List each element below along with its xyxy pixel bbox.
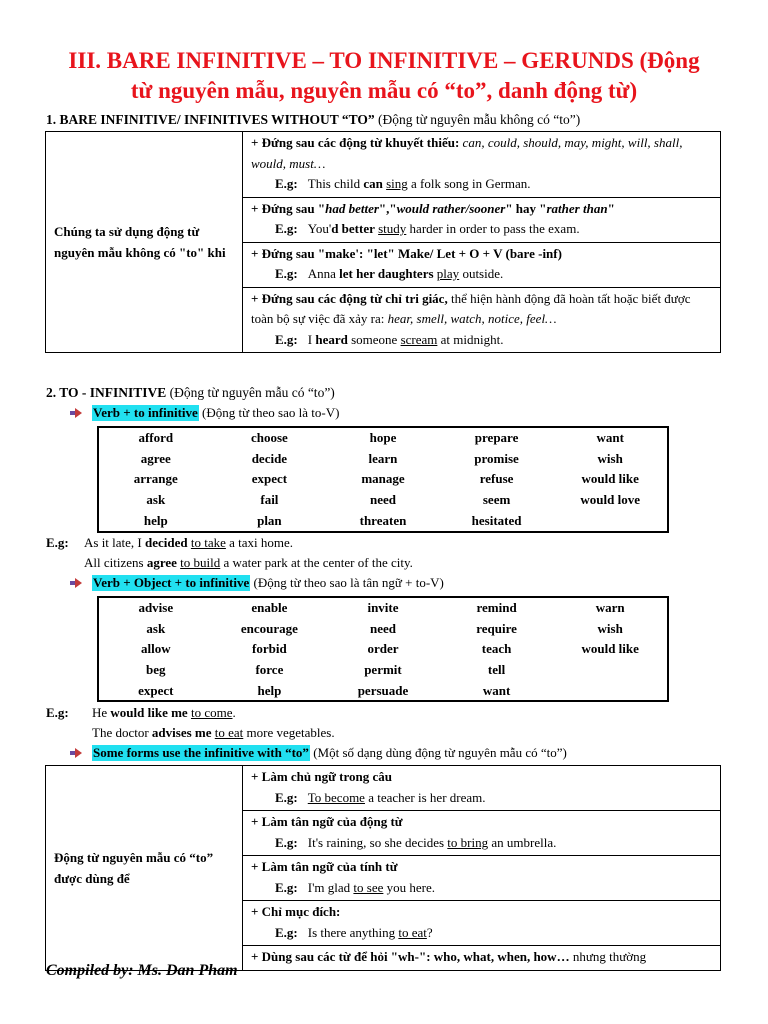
arrow-bullet-icon: [70, 408, 82, 418]
arrow-bullet-icon: [70, 748, 82, 758]
verbs1-row: [99, 510, 667, 531]
verb-cell: persuade: [357, 682, 409, 698]
verb-cell: permit: [364, 662, 402, 678]
verb-cell: help: [257, 682, 282, 698]
verb-cell: need: [369, 492, 396, 508]
verb-cell: warn: [595, 600, 625, 616]
verb-cell: help: [143, 512, 168, 528]
verb-cell: tell: [487, 662, 506, 678]
verb-cell: would like: [581, 471, 639, 487]
bullet-some-forms: Some forms use the infinitive with “to” (Một số dạng dùng động từ nguyên mẫu có “to”): [70, 745, 567, 761]
section2-heading: 2. TO - INFINITIVE (Động từ nguyên mẫu có “to”): [46, 385, 335, 400]
verb-cell: want: [596, 430, 624, 446]
title-line-2: từ nguyên mẫu, nguyên mẫu có “to”, danh động từ): [130, 78, 638, 103]
verb-cell: wish: [597, 620, 623, 636]
verb-cell: manage: [361, 471, 405, 487]
verb-cell: decide: [251, 450, 288, 466]
footer-credit: Compiled by: Ms. Dan Pham: [46, 962, 238, 979]
example-agree: All citizens agree to build a water park at the center of the city.: [84, 555, 413, 570]
section1-heading-note: (Động từ nguyên mẫu không có “to”): [377, 112, 581, 127]
verb-cell: forbid: [252, 641, 287, 657]
verb-cell: expect: [251, 471, 288, 487]
verb-cell: ask: [146, 620, 166, 636]
verbs1-row: [99, 469, 667, 490]
verb-cell: [553, 660, 667, 681]
verb-cell: afford: [138, 430, 174, 446]
verbs2-row: [99, 598, 667, 619]
verb-cell: advise: [138, 600, 174, 616]
bullet-verb-to-infinitive: Verb + to infinitive (Động từ theo sao là to-V): [70, 405, 339, 421]
verb-cell: promise: [474, 450, 519, 466]
verbs1-row: [99, 428, 667, 449]
verb-cell: expect: [138, 682, 174, 698]
verb-cell: [553, 510, 667, 531]
use-4: + Chỉ mục đích: E.g: Is there anything to eat?: [243, 901, 721, 946]
verb-cell: hope: [369, 430, 397, 446]
verb-cell: threaten: [359, 512, 407, 528]
verb-cell: learn: [368, 450, 398, 466]
verb-cell: want: [482, 682, 511, 698]
bullet-verb-object-to-infinitive: Verb + Object + to infinitive (Động từ theo sao là tân ngữ + to-V): [70, 575, 444, 591]
verb-cell: choose: [250, 430, 288, 446]
use-1: + Làm chủ ngữ trong câu E.g: To become a teacher is her dream.: [243, 766, 721, 811]
verb-list-1: [97, 426, 669, 533]
verb-cell: allow: [140, 641, 171, 657]
verb-cell: would love: [580, 492, 640, 508]
verb-cell: seem: [482, 492, 511, 508]
verb-cell: order: [367, 641, 399, 657]
example-3: E.g: Anna let her daughters play outside.: [275, 266, 504, 281]
verbs1-row: [99, 449, 667, 470]
rule-3: + Đứng sau "make': "let" Make/ Let + O + V (bare -inf) E.g: Anna let her daughters play outside.: [243, 242, 721, 287]
example-would-like: E.g: He would like me to come.: [46, 705, 236, 720]
verb-cell: need: [369, 620, 396, 636]
use-2: + Làm tân ngữ của động từ E.g: It's raining, so she decides to bring an umbrella.: [243, 811, 721, 856]
arrow-bullet-icon: [70, 578, 82, 588]
verb-cell: teach: [481, 641, 512, 657]
title-line-1: III. BARE INFINITIVE – TO INFINITIVE – GERUNDS (Động: [68, 48, 700, 73]
verb-cell: beg: [146, 662, 166, 678]
verb-cell: would like: [581, 641, 639, 657]
to-infinitive-left-cell: Động từ nguyên mẫu có “to” được dùng để: [46, 766, 243, 971]
verb-cell: require: [476, 620, 517, 636]
verbs2-row: [99, 660, 667, 681]
use-3: + Làm tân ngữ của tính từ E.g: I'm glad to see you here.: [243, 856, 721, 901]
rule-4: + Đứng sau các động từ chỉ tri giác, thể hiện hành động đã hoàn tất hoặc biết được toàn bộ sự việc đã xảy ra: hear, smell, watch, notice, feel… E.g: I heard someone scream at midnight.: [243, 287, 721, 353]
verb-cell: prepare: [474, 430, 519, 446]
verb-cell: fail: [260, 492, 279, 508]
verb-cell: plan: [257, 512, 282, 528]
verb-cell: encourage: [240, 620, 298, 636]
verb-cell: arrange: [133, 471, 178, 487]
verb-cell: ask: [146, 492, 166, 508]
example-decided: E.g: As it late, I decided to take a taxi home.: [46, 535, 294, 550]
section1-heading: [46, 112, 580, 128]
example-4: E.g: I heard someone scream at midnight.: [275, 331, 504, 347]
verb-list-2: [97, 596, 669, 702]
verb-cell: invite: [367, 600, 399, 616]
verbs2-row: [99, 639, 667, 660]
verb-cell: wish: [597, 450, 623, 466]
page-title: [20, 46, 748, 106]
bare-infinitive-left-cell: Chúng ta sử dụng động từ nguyên mẫu không có "to" khi: [46, 132, 243, 353]
example-advises: The doctor advises me to eat more vegetables.: [92, 725, 335, 740]
use-5: + Dùng sau các từ để hỏi "wh-": who, what, when, how… nhưng thường: [243, 946, 721, 971]
bare-infinitive-table: [45, 131, 721, 353]
rule-1: + Đứng sau các động từ khuyết thiếu: can, could, should, may, might, will, shall, would, must… E.g: This child can sing a folk song in German.: [243, 132, 721, 198]
verbs1-row: [99, 490, 667, 511]
verb-cell: refuse: [479, 471, 514, 487]
verb-cell: agree: [140, 450, 171, 466]
verbs2-row: [99, 680, 667, 701]
verb-cell: force: [255, 662, 284, 678]
verbs2-row: [99, 619, 667, 640]
verb-cell: hesitated: [471, 512, 522, 528]
verb-cell: [553, 680, 667, 701]
example-2: E.g: You'd better study harder in order to pass the exam.: [275, 221, 580, 236]
example-1: E.g: This child can sing a folk song in German.: [275, 176, 531, 191]
verb-cell: remind: [476, 600, 517, 616]
section1-heading-text: 1. BARE INFINITIVE/ INFINITIVES WITHOUT “TO”: [46, 112, 375, 127]
verb-cell: enable: [251, 600, 288, 616]
to-infinitive-uses-table: [45, 765, 721, 971]
rule-2: + Đứng sau "had better","would rather/sooner" hay "rather than" E.g: You'd better study harder in order to pass the exam.: [243, 197, 721, 242]
